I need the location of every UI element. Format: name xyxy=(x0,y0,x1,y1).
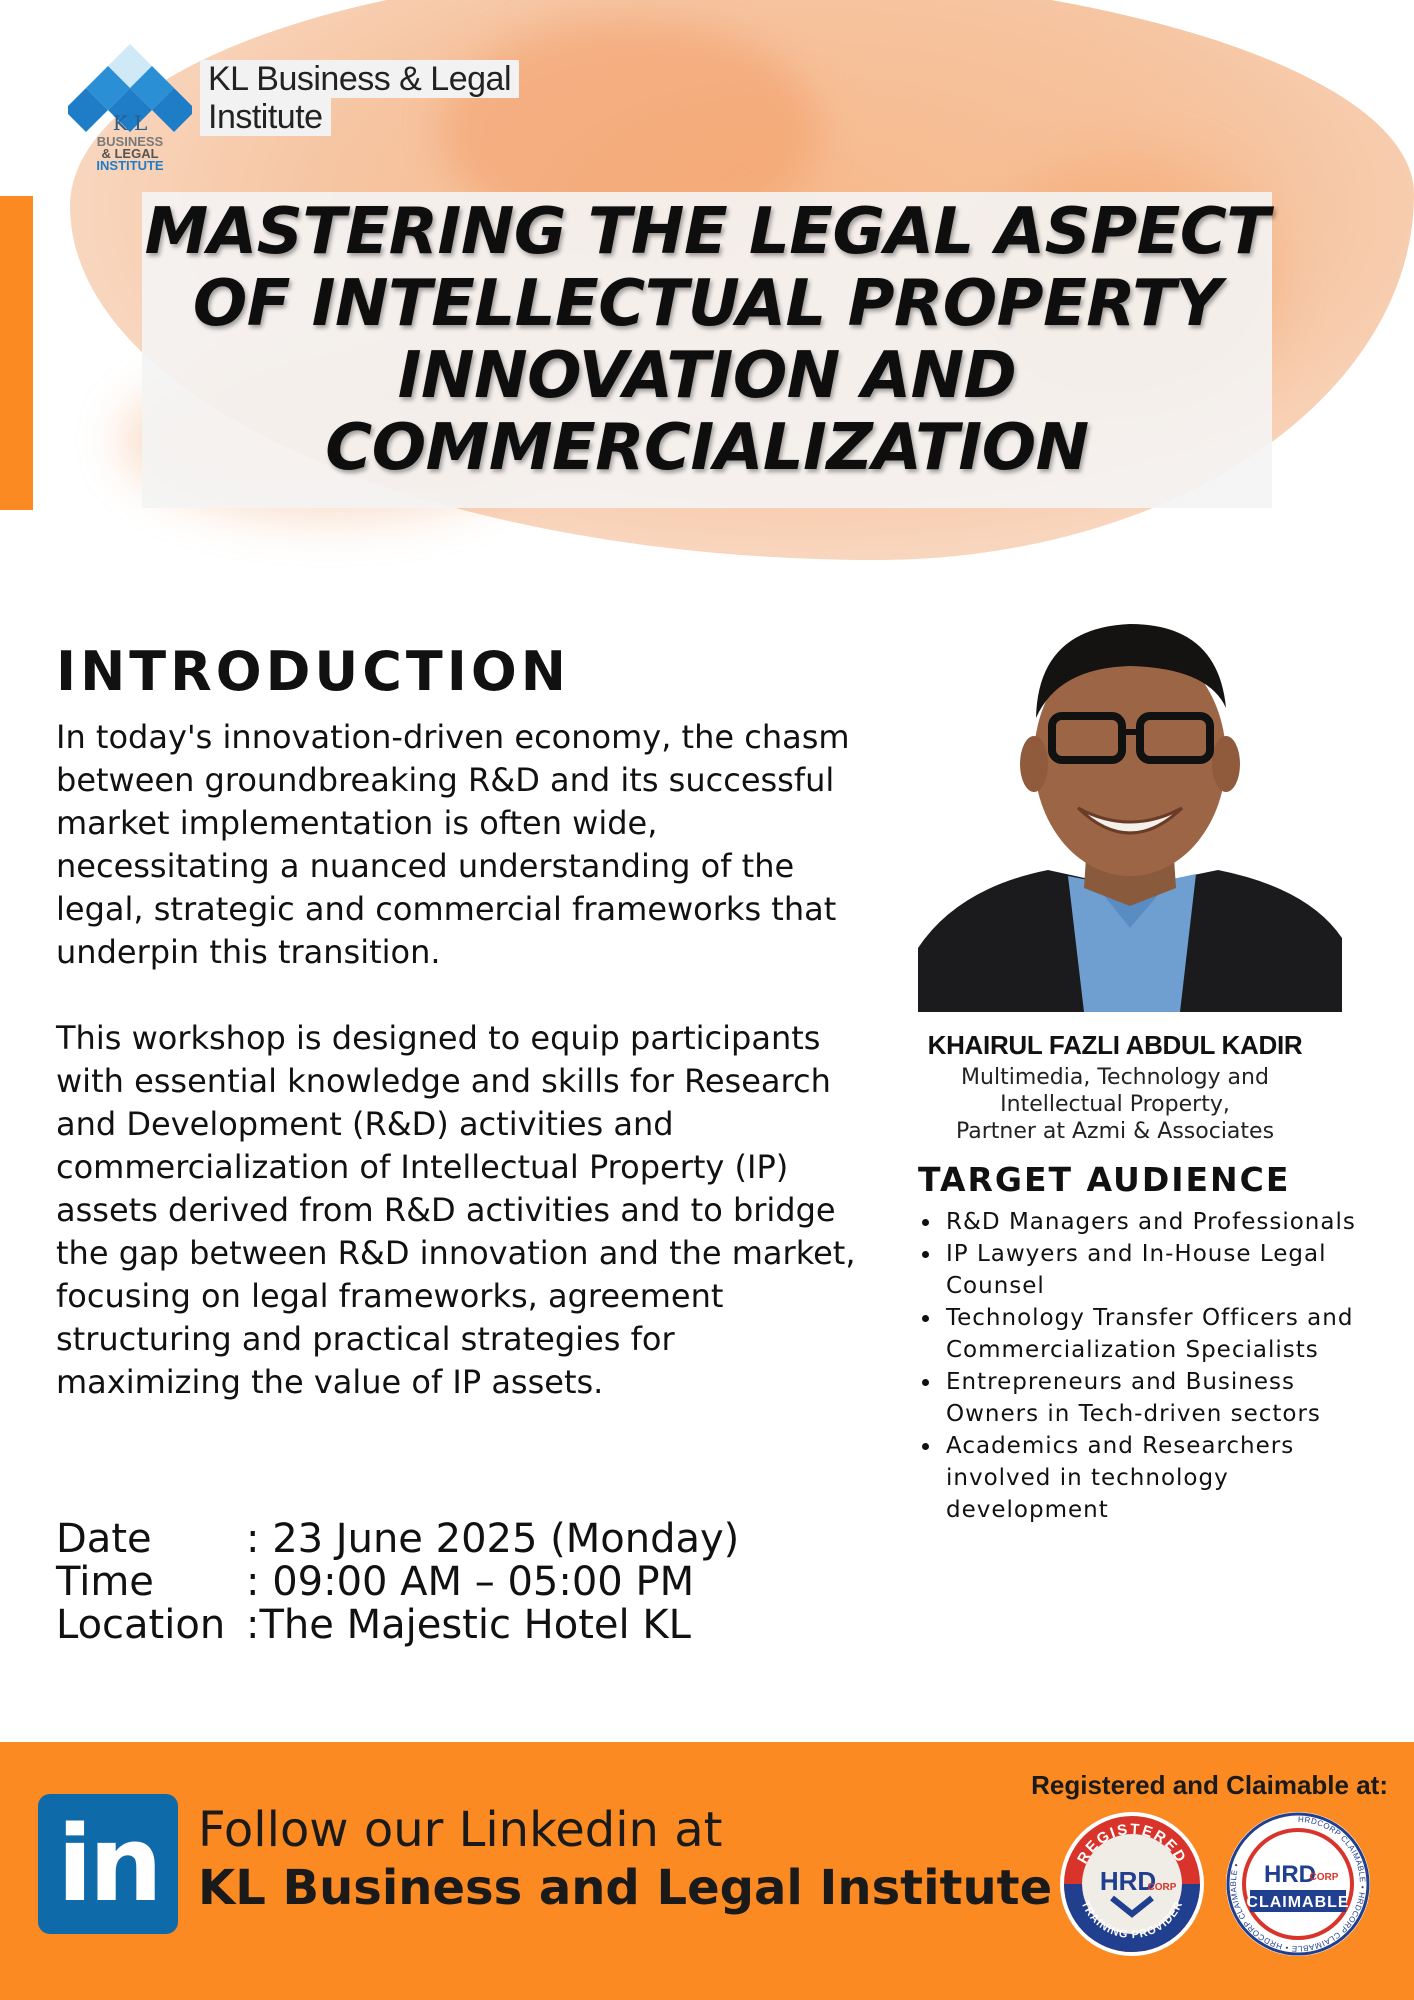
location-row xyxy=(56,1604,739,1647)
location-value: :The Majestic Hotel KL xyxy=(246,1602,691,1648)
brand-name-line-2: Institute xyxy=(200,98,331,136)
target-audience-heading: TARGET AUDIENCE xyxy=(918,1160,1291,1199)
time-row xyxy=(56,1561,739,1604)
title-line: MASTERING THE LEGAL ASPECT xyxy=(144,195,1270,269)
speaker-role-line: Multimedia, Technology and xyxy=(961,1065,1269,1090)
list-item: • IP Lawyers and In-House Legal Counsel xyxy=(942,1238,1372,1302)
linkedin-icon[interactable]: in xyxy=(38,1794,178,1934)
time-label: Time xyxy=(56,1559,154,1605)
accent-side-bar xyxy=(0,196,33,510)
speaker-name: KHAIRUL FAZLI ABDUL KADIR xyxy=(927,1030,1303,1060)
date-label: Date xyxy=(56,1516,152,1562)
date-value: : 23 June 2025 (Monday) xyxy=(246,1516,740,1562)
title-line: INNOVATION AND xyxy=(397,339,1017,413)
title-line: OF INTELLECTUAL PROPERTY xyxy=(192,267,1222,341)
introduction-paragraph-2: This workshop is designed to equip participants with essential knowledge and skills for Research and Development (R&D) activities and commercialization of Intellectual Property (IP) assets derived from R&D activities and to bridge the gap between R&D innovation and the market, focusing on legal frameworks, agreement structuring and practical strategies for maximizing the value of IP assets. xyxy=(56,1019,856,1401)
linkedin-page-name[interactable]: KL Business and Legal Institute xyxy=(198,1860,1053,1916)
svg-text:K L: K L xyxy=(112,111,148,135)
list-item: • Technology Transfer Officers and Commercialization Specialists xyxy=(942,1302,1372,1366)
svg-text:CORP: CORP xyxy=(1147,1882,1177,1893)
speaker-photo xyxy=(918,588,1342,1012)
target-audience-list xyxy=(918,1206,1372,1526)
svg-text:CORP: CORP xyxy=(1309,1872,1339,1883)
event-details xyxy=(56,1518,739,1647)
svg-text:BUSINESS: BUSINESS xyxy=(96,134,164,149)
list-item: • Entrepreneurs and Business Owners in Tech-driven sectors xyxy=(942,1366,1372,1430)
list-item: • Academics and Researchers involved in technology development xyxy=(942,1430,1372,1526)
registered-label: Registered and Claimable at: xyxy=(1031,1770,1388,1800)
svg-text:REGISTERED: REGISTERED xyxy=(1074,1820,1190,1867)
title-line: COMMERCIALIZATION xyxy=(325,411,1089,485)
svg-text:INSTITUTE: INSTITUTE xyxy=(96,158,164,173)
follow-linkedin-text: Follow our Linkedin at xyxy=(198,1802,723,1858)
svg-text:HRDCORP CLAIMABLE • HRDCORP CL: HRDCORP CLAIMABLE • HRDCORP CLAIMABLE • HRDCORP CLAIMABLE • xyxy=(1228,1814,1367,1954)
brand-name xyxy=(200,60,530,160)
location-label: Location xyxy=(56,1602,226,1648)
date-row xyxy=(56,1518,739,1561)
page-title xyxy=(142,196,1272,484)
svg-text:HRD: HRD xyxy=(1099,1866,1157,1896)
svg-text:& LEGAL: & LEGAL xyxy=(101,146,159,161)
speaker-role-line: Partner at Azmi & Associates xyxy=(955,1119,1275,1144)
brand-name-line-1: KL Business & Legal xyxy=(200,60,519,98)
introduction-body xyxy=(56,716,856,1447)
kl-institute-logo xyxy=(68,42,192,174)
list-item: • R&D Managers and Professionals xyxy=(942,1206,1372,1238)
svg-text:CLAIMABLE: CLAIMABLE xyxy=(1246,1894,1350,1911)
introduction-paragraph-1: In today's innovation-driven economy, the chasm between groundbreaking R&D and its successful market implementation is often wide, necessitating a nuanced understanding of the legal, strategic and commercial frameworks that underpin this transition. xyxy=(56,718,850,971)
hrdcorp-registered-badge-icon xyxy=(1058,1810,1206,1958)
svg-text:TRAINING PROVIDER: TRAINING PROVIDER xyxy=(1078,1899,1186,1942)
speaker-role-line: Intellectual Property, xyxy=(1000,1092,1230,1117)
time-value: : 09:00 AM – 05:00 PM xyxy=(246,1559,695,1605)
hrdcorp-claimable-badge-icon xyxy=(1224,1810,1372,1958)
introduction-heading: INTRODUCTION xyxy=(56,640,570,703)
svg-text:HRD: HRD xyxy=(1264,1861,1316,1888)
speaker-role xyxy=(900,1064,1330,1145)
